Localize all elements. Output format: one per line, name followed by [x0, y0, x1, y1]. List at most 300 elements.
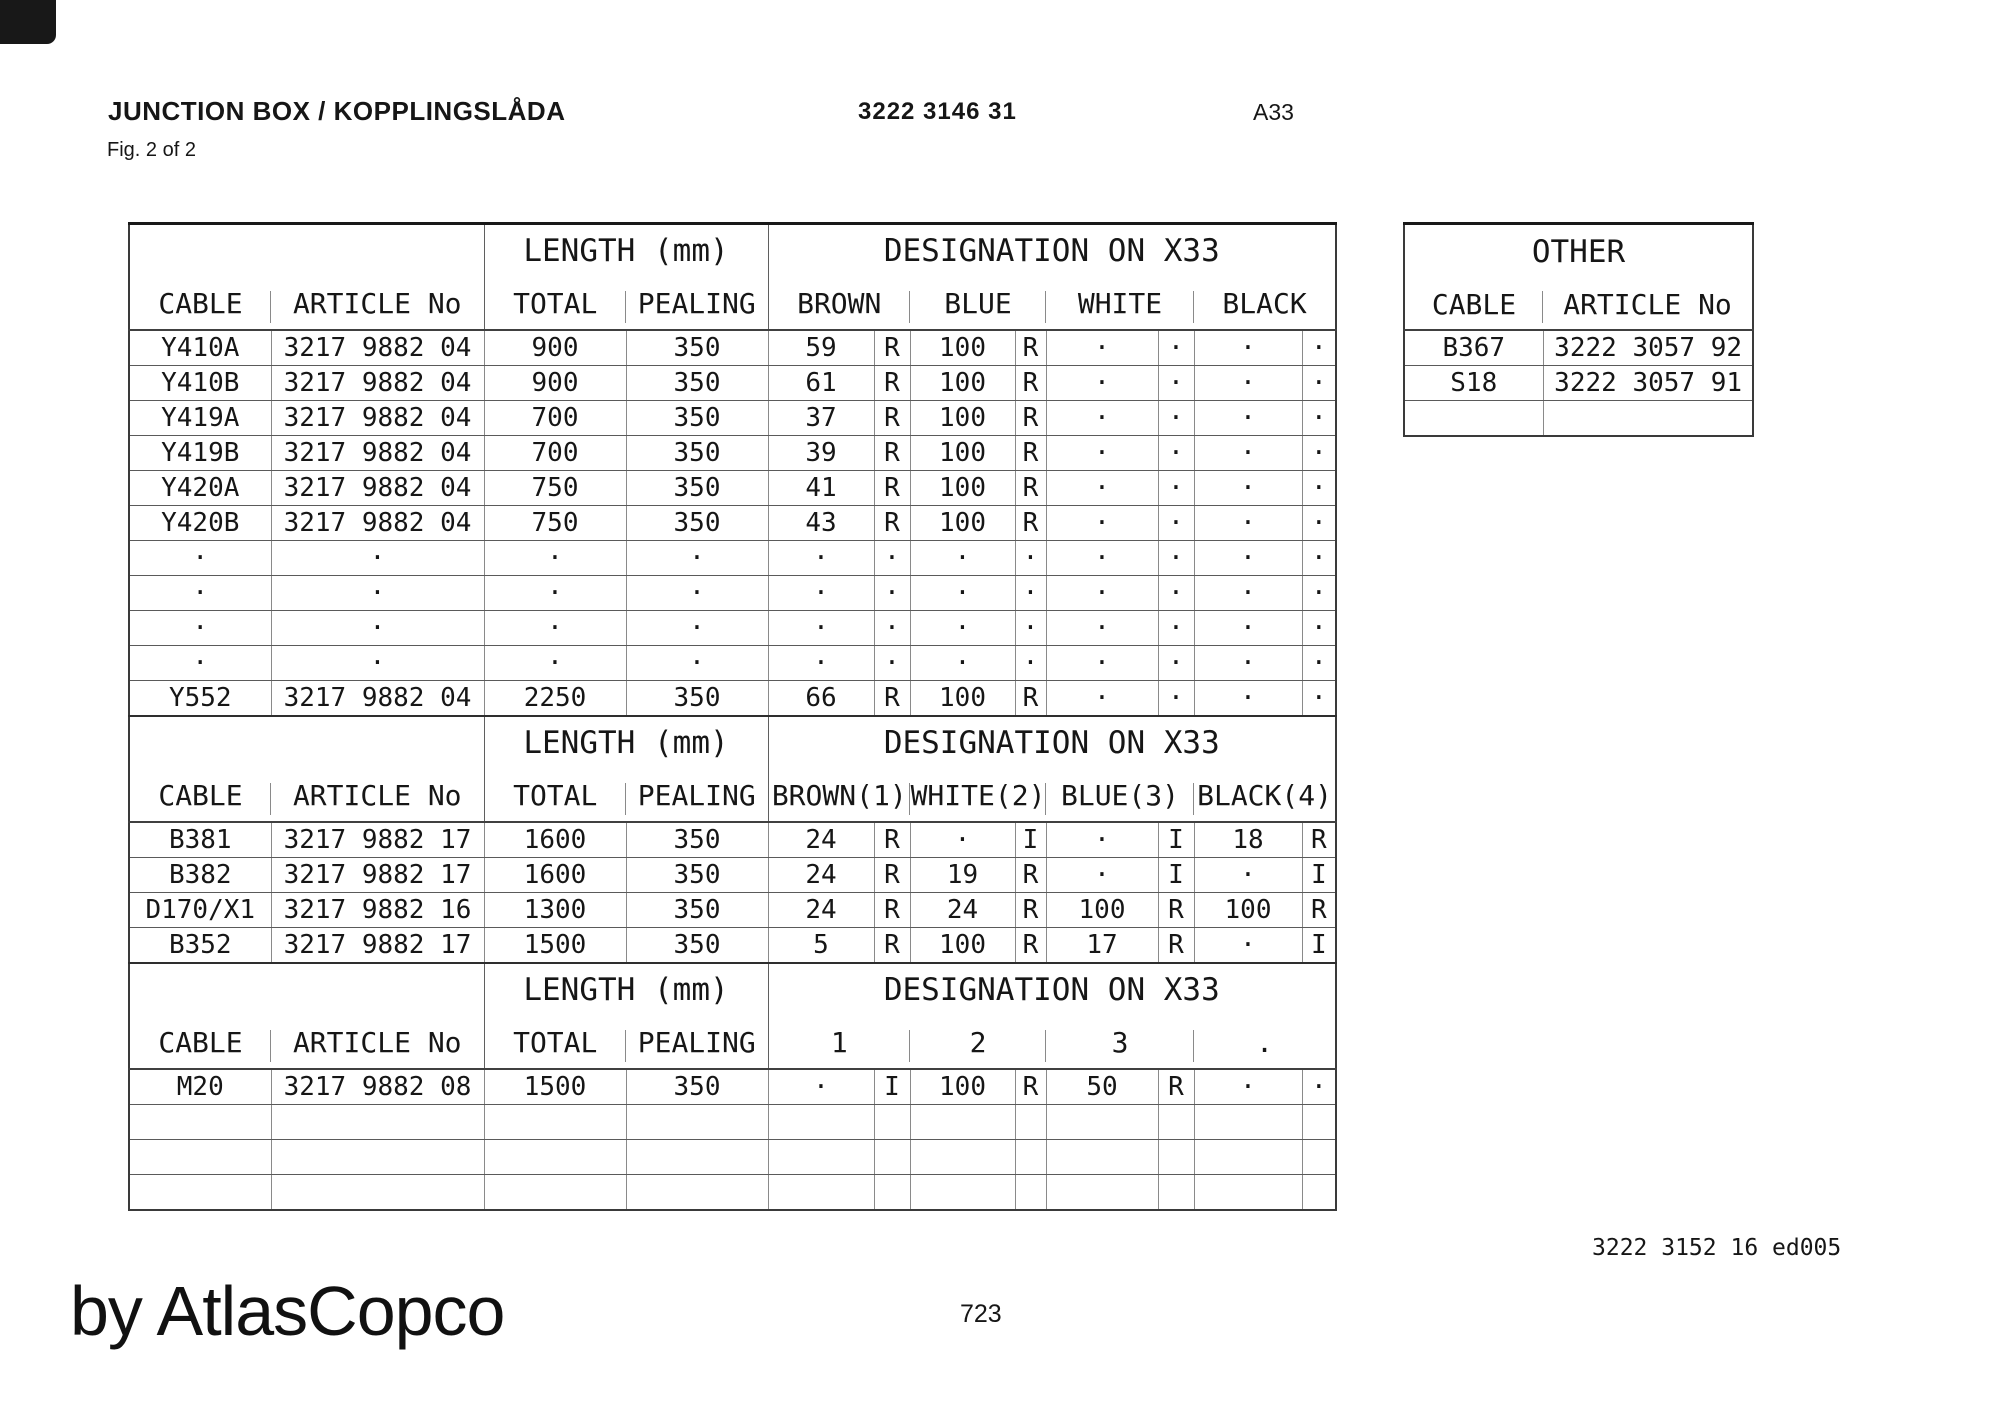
designation-letter-cell: R [874, 858, 910, 893]
cable-cell: B367 [1404, 330, 1543, 366]
column-header-designation-1: BROWN(1) [768, 769, 910, 822]
designation-letter-cell: R [874, 436, 910, 471]
designation-value-cell: · [1046, 366, 1158, 401]
designation-header: DESIGNATION ON X33 [768, 963, 1336, 1016]
pealing-cell: · [626, 541, 768, 576]
other-table-rows [1404, 330, 1753, 436]
designation-value-cell: · [1046, 646, 1158, 681]
article-cell: · [271, 611, 484, 646]
designation-value-cell: · [1194, 681, 1302, 717]
table-row [129, 858, 1336, 893]
designation-value-cell: · [910, 611, 1015, 646]
column-header-designation-3: WHITE [1046, 277, 1194, 330]
table-row [129, 1105, 1336, 1140]
table-row [129, 681, 1336, 717]
pealing-cell: 350 [626, 858, 768, 893]
designation-letter-cell: R [1015, 366, 1046, 401]
designation-letter-cell: · [1302, 366, 1336, 401]
article-cell: · [271, 541, 484, 576]
table-row [129, 277, 1336, 330]
designation-value-cell: 41 [768, 471, 874, 506]
designation-value-cell: · [1194, 611, 1302, 646]
designation-letter-cell: R [874, 401, 910, 436]
designation-letter-cell: · [1158, 611, 1194, 646]
table-row [129, 716, 1336, 769]
designation-letter-cell: R [874, 893, 910, 928]
total-cell: 1600 [484, 858, 626, 893]
blank-header-cell [129, 716, 484, 769]
designation-letter-cell: · [1158, 646, 1194, 681]
designation-value-cell: · [768, 646, 874, 681]
designation-value-cell: · [1046, 471, 1158, 506]
designation-letter-cell: R [874, 471, 910, 506]
pealing-cell [626, 1105, 768, 1140]
column-header-total: TOTAL [484, 769, 626, 822]
designation-letter-cell: I [1302, 928, 1336, 964]
article-cell: 3217 9882 04 [271, 436, 484, 471]
designation-value-cell: 100 [1194, 893, 1302, 928]
designation-value-cell: · [1046, 506, 1158, 541]
column-header-designation-2: BLUE [910, 277, 1046, 330]
pealing-cell: 350 [626, 1069, 768, 1105]
article-cell: 3217 9882 16 [271, 893, 484, 928]
column-header-designation-2: WHITE(2) [910, 769, 1046, 822]
other-table [1403, 222, 1754, 437]
column-header-designation-2: 2 [910, 1016, 1046, 1069]
total-cell [484, 1140, 626, 1175]
section-3-rows [129, 1069, 1336, 1210]
designation-value-cell: 24 [768, 858, 874, 893]
pealing-cell: · [626, 611, 768, 646]
pealing-cell: 350 [626, 471, 768, 506]
designation-value-cell: · [1194, 506, 1302, 541]
designation-letter-cell: R [1158, 1069, 1194, 1105]
sheet-ref: A33 [1253, 99, 1294, 125]
table-row [129, 769, 1336, 822]
column-header-designation-4: . [1194, 1016, 1336, 1069]
designation-letter-cell: · [1302, 401, 1336, 436]
designation-value-cell: · [1194, 646, 1302, 681]
designation-letter-cell: · [1158, 541, 1194, 576]
designation-letter-cell: · [1302, 1069, 1336, 1105]
article-cell: · [271, 576, 484, 611]
total-cell: · [484, 576, 626, 611]
designation-value-cell: 100 [910, 681, 1015, 717]
designation-value-cell: · [1194, 576, 1302, 611]
designation-letter-cell: R [1015, 928, 1046, 964]
designation-letter-cell: I [1158, 858, 1194, 893]
designation-letter-cell [1015, 1105, 1046, 1140]
designation-letter-cell [1158, 1175, 1194, 1211]
designation-letter-cell: R [1302, 822, 1336, 858]
designation-letter-cell: R [1015, 1069, 1046, 1105]
table-row [129, 1016, 1336, 1069]
designation-value-cell: · [1194, 541, 1302, 576]
column-header-pealing: PEALING [626, 769, 768, 822]
section-1-header [129, 224, 1336, 331]
designation-letter-cell: · [1302, 611, 1336, 646]
designation-letter-cell: I [1302, 858, 1336, 893]
column-header-total: TOTAL [484, 277, 626, 330]
length-header: LENGTH (mm) [484, 224, 768, 278]
designation-value-cell: 24 [768, 822, 874, 858]
designation-letter-cell: · [1302, 576, 1336, 611]
table-row [1404, 366, 1753, 401]
designation-letter-cell: · [1302, 436, 1336, 471]
article-cell: 3222 3057 92 [1543, 330, 1753, 366]
table-row [129, 506, 1336, 541]
designation-value-cell: · [768, 541, 874, 576]
table-row [1404, 224, 1753, 280]
brand-logo-text: by AtlasCopco [70, 1272, 505, 1350]
cable-cell: Y419B [129, 436, 271, 471]
total-cell: 1500 [484, 1069, 626, 1105]
designation-value-cell: · [910, 576, 1015, 611]
section-3-header [129, 963, 1336, 1069]
designation-letter-cell: · [1302, 646, 1336, 681]
other-table-header [1404, 224, 1753, 331]
designation-letter-cell: · [1302, 541, 1336, 576]
designation-value-cell: · [1194, 401, 1302, 436]
article-cell: 3217 9882 04 [271, 506, 484, 541]
designation-letter-cell: R [874, 822, 910, 858]
designation-value-cell: · [768, 611, 874, 646]
article-cell: 3217 9882 17 [271, 822, 484, 858]
column-header-article: ARTICLE No [271, 1016, 484, 1069]
table-row [129, 1175, 1336, 1211]
table-row [129, 401, 1336, 436]
column-header-designation-1: BROWN [768, 277, 910, 330]
pealing-cell: 350 [626, 436, 768, 471]
page-number: 723 [960, 1300, 1002, 1328]
cable-cell: B382 [129, 858, 271, 893]
designation-value-cell: · [1046, 330, 1158, 366]
designation-letter-cell: R [1015, 471, 1046, 506]
cable-cell: Y552 [129, 681, 271, 717]
cable-cell [1404, 401, 1543, 437]
designation-value-cell [1046, 1175, 1158, 1211]
designation-letter-cell: R [1158, 893, 1194, 928]
pealing-cell [626, 1175, 768, 1211]
table-row [1404, 279, 1753, 330]
table-row [129, 471, 1336, 506]
total-cell: · [484, 611, 626, 646]
designation-value-cell: 100 [910, 436, 1015, 471]
designation-letter-cell [1302, 1105, 1336, 1140]
designation-value-cell [768, 1175, 874, 1211]
table-row [129, 436, 1336, 471]
pealing-cell: 350 [626, 681, 768, 717]
column-header-pealing: PEALING [626, 1016, 768, 1069]
table-row [129, 963, 1336, 1016]
column-header-total: TOTAL [484, 1016, 626, 1069]
cable-cell: S18 [1404, 366, 1543, 401]
designation-value-cell: 19 [910, 858, 1015, 893]
designation-value-cell: 50 [1046, 1069, 1158, 1105]
table-row [129, 1069, 1336, 1105]
designation-value-cell: · [768, 576, 874, 611]
cable-cell: · [129, 576, 271, 611]
total-cell: 1500 [484, 928, 626, 964]
designation-letter-cell: R [874, 506, 910, 541]
designation-letter-cell: · [1015, 576, 1046, 611]
designation-letter-cell [874, 1175, 910, 1211]
designation-value-cell [768, 1105, 874, 1140]
designation-value-cell: · [1194, 928, 1302, 964]
document-number: 3222 3146 31 [858, 98, 1017, 125]
designation-value-cell [1194, 1105, 1302, 1140]
table-row [129, 893, 1336, 928]
designation-letter-cell [1302, 1175, 1336, 1211]
designation-letter-cell: · [1015, 611, 1046, 646]
cable-cell [129, 1105, 271, 1140]
designation-value-cell: · [910, 541, 1015, 576]
designation-value-cell: 100 [910, 330, 1015, 366]
designation-value-cell [1046, 1105, 1158, 1140]
designation-value-cell: 18 [1194, 822, 1302, 858]
designation-value-cell [768, 1140, 874, 1175]
designation-value-cell: 39 [768, 436, 874, 471]
section-2-header [129, 716, 1336, 822]
column-header-cable: CABLE [129, 769, 271, 822]
total-cell: 700 [484, 401, 626, 436]
designation-letter-cell: R [874, 330, 910, 366]
column-header-designation-3: BLUE(3) [1046, 769, 1194, 822]
total-cell: 1600 [484, 822, 626, 858]
designation-value-cell: · [1194, 436, 1302, 471]
cable-cell: B381 [129, 822, 271, 858]
blank-header-cell [129, 224, 484, 278]
article-cell: 3217 9882 04 [271, 471, 484, 506]
column-header-designation-4: BLACK [1194, 277, 1336, 330]
column-header-cable: CABLE [129, 1016, 271, 1069]
cable-cell: D170/X1 [129, 893, 271, 928]
pealing-cell: 350 [626, 330, 768, 366]
column-header-cable: CABLE [129, 277, 271, 330]
article-cell [271, 1105, 484, 1140]
cable-cell: · [129, 611, 271, 646]
designation-value-cell: · [768, 1069, 874, 1105]
length-header: LENGTH (mm) [484, 716, 768, 769]
designation-value-cell: 24 [910, 893, 1015, 928]
designation-letter-cell: R [874, 366, 910, 401]
column-header-designation-4: BLACK(4) [1194, 769, 1336, 822]
cable-cell: Y420A [129, 471, 271, 506]
designation-value-cell: 5 [768, 928, 874, 964]
designation-letter-cell: R [1015, 436, 1046, 471]
designation-letter-cell: R [1302, 893, 1336, 928]
column-header-designation-1: 1 [768, 1016, 910, 1069]
total-cell: 900 [484, 366, 626, 401]
other-title: OTHER [1404, 224, 1753, 280]
table-row [129, 330, 1336, 366]
designation-value-cell: · [1046, 611, 1158, 646]
section-2-rows [129, 822, 1336, 963]
designation-value-cell: · [1194, 471, 1302, 506]
total-cell: · [484, 541, 626, 576]
pealing-cell: 350 [626, 928, 768, 964]
total-cell: 1300 [484, 893, 626, 928]
designation-letter-cell: · [1158, 401, 1194, 436]
designation-value-cell: 17 [1046, 928, 1158, 964]
designation-letter-cell [874, 1140, 910, 1175]
table-row [129, 822, 1336, 858]
designation-value-cell: 61 [768, 366, 874, 401]
designation-letter-cell: R [1015, 330, 1046, 366]
designation-letter-cell [1158, 1140, 1194, 1175]
column-header-article: ARTICLE No [1543, 279, 1753, 330]
table-row [129, 366, 1336, 401]
designation-value-cell [1046, 1140, 1158, 1175]
designation-value-cell [910, 1140, 1015, 1175]
designation-letter-cell: I [874, 1069, 910, 1105]
designation-value-cell: 100 [910, 471, 1015, 506]
designation-letter-cell: I [1158, 822, 1194, 858]
designation-letter-cell: · [874, 576, 910, 611]
pealing-cell: 350 [626, 401, 768, 436]
designation-value-cell: · [1046, 436, 1158, 471]
designation-letter-cell: · [1302, 330, 1336, 366]
article-cell [271, 1140, 484, 1175]
cable-cell: B352 [129, 928, 271, 964]
designation-value-cell: 66 [768, 681, 874, 717]
pealing-cell: · [626, 646, 768, 681]
designation-value-cell [1194, 1140, 1302, 1175]
pealing-cell: · [626, 576, 768, 611]
article-cell [1543, 401, 1753, 437]
designation-value-cell [910, 1175, 1015, 1211]
designation-letter-cell [1015, 1175, 1046, 1211]
table-row [1404, 330, 1753, 366]
table-row [1404, 401, 1753, 437]
designation-value-cell: · [1046, 681, 1158, 717]
column-header-cable: CABLE [1404, 279, 1543, 330]
cable-cell: M20 [129, 1069, 271, 1105]
designation-value-cell: · [1046, 401, 1158, 436]
article-cell: 3217 9882 04 [271, 401, 484, 436]
cable-cell: Y420B [129, 506, 271, 541]
column-header-article: ARTICLE No [271, 769, 484, 822]
designation-letter-cell: · [1158, 681, 1194, 717]
table-row [129, 1140, 1336, 1175]
designation-value-cell: · [910, 646, 1015, 681]
designation-value-cell [1194, 1175, 1302, 1211]
designation-letter-cell: · [1015, 541, 1046, 576]
designation-letter-cell [874, 1105, 910, 1140]
blank-header-cell [129, 963, 484, 1016]
designation-letter-cell: R [1015, 858, 1046, 893]
designation-letter-cell: · [1302, 506, 1336, 541]
designation-value-cell: · [1046, 858, 1158, 893]
article-cell: 3217 9882 04 [271, 366, 484, 401]
designation-value-cell: 37 [768, 401, 874, 436]
article-cell: 3217 9882 04 [271, 330, 484, 366]
table-row [129, 576, 1336, 611]
designation-value-cell: · [1194, 1069, 1302, 1105]
total-cell [484, 1105, 626, 1140]
page-title: JUNCTION BOX / KOPPLINGSLÅDA [108, 96, 566, 126]
pealing-cell: 350 [626, 366, 768, 401]
section-1-rows [129, 330, 1336, 716]
designation-letter-cell: · [1158, 330, 1194, 366]
total-cell: · [484, 646, 626, 681]
designation-value-cell: 100 [1046, 893, 1158, 928]
designation-letter-cell: · [874, 541, 910, 576]
designation-letter-cell: R [1015, 681, 1046, 717]
designation-letter-cell: R [1015, 506, 1046, 541]
designation-letter-cell: · [1158, 576, 1194, 611]
designation-letter-cell: R [874, 681, 910, 717]
designation-value-cell: 100 [910, 401, 1015, 436]
designation-letter-cell: R [1015, 401, 1046, 436]
designation-header: DESIGNATION ON X33 [768, 224, 1336, 278]
cable-cell: Y419A [129, 401, 271, 436]
cable-table [128, 222, 1337, 1211]
article-cell: 3217 9882 08 [271, 1069, 484, 1105]
article-cell: 3217 9882 17 [271, 928, 484, 964]
column-header-pealing: PEALING [626, 277, 768, 330]
article-cell: · [271, 646, 484, 681]
designation-letter-cell [1015, 1140, 1046, 1175]
designation-value-cell: 59 [768, 330, 874, 366]
article-cell: 3217 9882 17 [271, 858, 484, 893]
total-cell: 700 [484, 436, 626, 471]
designation-letter-cell: R [874, 928, 910, 964]
designation-value-cell: 24 [768, 893, 874, 928]
designation-letter-cell: · [1302, 471, 1336, 506]
designation-letter-cell: R [1015, 893, 1046, 928]
table-row [129, 611, 1336, 646]
cable-cell: · [129, 541, 271, 576]
total-cell: 900 [484, 330, 626, 366]
designation-letter-cell: I [1015, 822, 1046, 858]
table-row [129, 646, 1336, 681]
article-cell: 3222 3057 91 [1543, 366, 1753, 401]
designation-header: DESIGNATION ON X33 [768, 716, 1336, 769]
designation-value-cell: 100 [910, 506, 1015, 541]
designation-value-cell: · [1046, 822, 1158, 858]
table-row [129, 224, 1336, 278]
figure-caption: Fig. 2 of 2 [107, 139, 196, 161]
designation-value-cell: 43 [768, 506, 874, 541]
cable-cell: · [129, 646, 271, 681]
cable-cell: Y410B [129, 366, 271, 401]
pealing-cell: 350 [626, 822, 768, 858]
column-header-designation-3: 3 [1046, 1016, 1194, 1069]
table-row [129, 541, 1336, 576]
designation-letter-cell: · [1158, 506, 1194, 541]
designation-value-cell: 100 [910, 928, 1015, 964]
designation-value-cell: · [1194, 858, 1302, 893]
designation-letter-cell: · [1158, 471, 1194, 506]
article-cell: 3217 9882 04 [271, 681, 484, 717]
total-cell: 750 [484, 506, 626, 541]
total-cell [484, 1175, 626, 1211]
designation-value-cell: · [1194, 330, 1302, 366]
designation-letter-cell: · [1158, 366, 1194, 401]
designation-letter-cell: · [1302, 681, 1336, 717]
designation-value-cell: · [1194, 366, 1302, 401]
pealing-cell: 350 [626, 506, 768, 541]
designation-letter-cell: · [874, 611, 910, 646]
designation-letter-cell [1302, 1140, 1336, 1175]
cable-cell [129, 1175, 271, 1211]
designation-letter-cell: R [1158, 928, 1194, 964]
designation-letter-cell: · [874, 646, 910, 681]
designation-value-cell: · [1046, 541, 1158, 576]
designation-value-cell: 100 [910, 366, 1015, 401]
designation-letter-cell: · [1158, 436, 1194, 471]
